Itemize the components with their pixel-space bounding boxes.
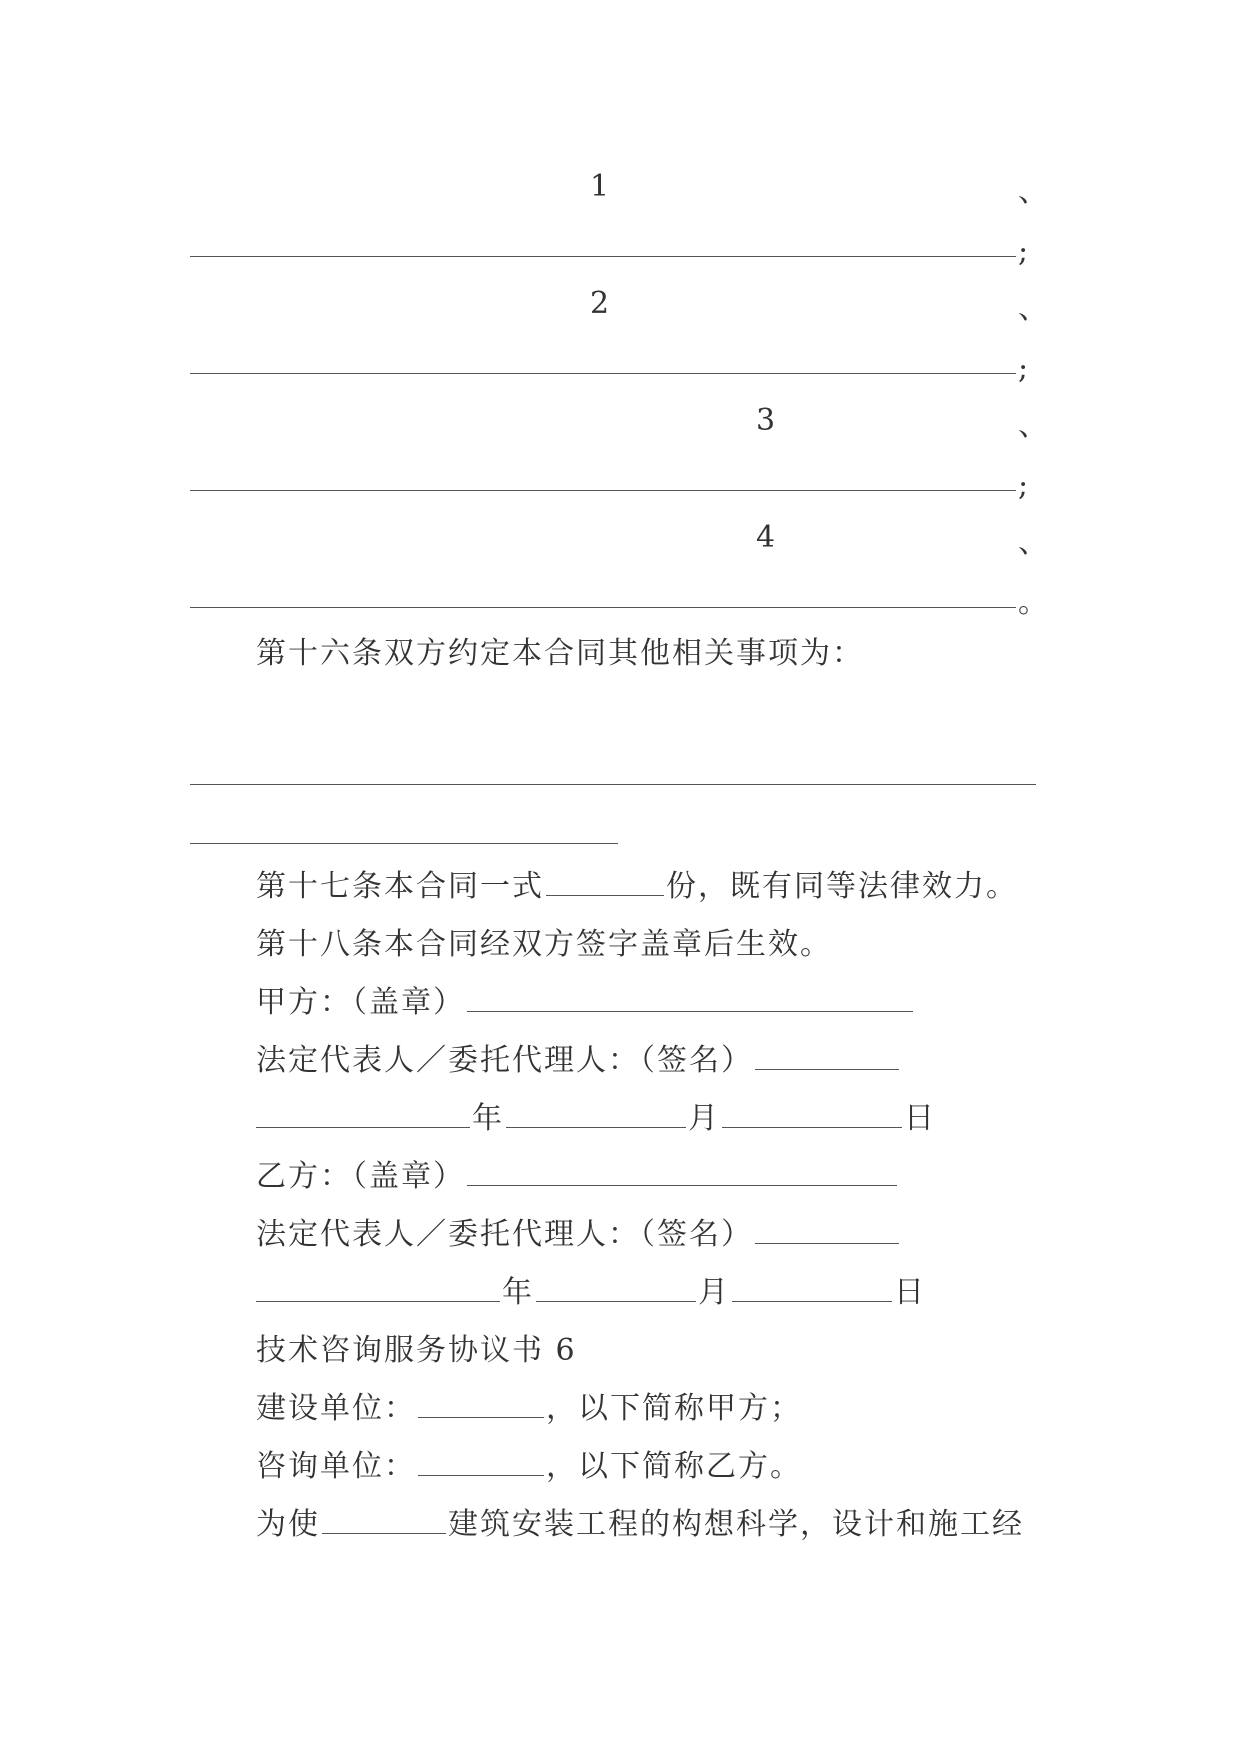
list-end-4: 。 bbox=[1018, 585, 1048, 620]
list-end-2: ; bbox=[1018, 351, 1029, 386]
project-blank bbox=[322, 1505, 446, 1534]
list-end-3: ; bbox=[1018, 468, 1029, 503]
party-a-month-blank bbox=[506, 1099, 686, 1128]
fill-line-1 bbox=[190, 256, 1016, 257]
party-b-year: 年 bbox=[502, 1275, 534, 1310]
purpose-line bbox=[256, 1505, 1024, 1545]
party-b-month-blank bbox=[536, 1273, 696, 1302]
list-number-2: 2 bbox=[590, 286, 610, 321]
builder-label: 建设单位： bbox=[256, 1391, 416, 1426]
party-b-representative bbox=[256, 1215, 901, 1255]
party-b-day: 日 bbox=[894, 1275, 926, 1310]
agreement-title: 技术咨询服务协议书 6 bbox=[256, 1333, 577, 1368]
list-separator-1: 、 bbox=[1018, 174, 1048, 209]
list-separator-4: 、 bbox=[1018, 525, 1048, 560]
party-b-month: 月 bbox=[698, 1275, 730, 1310]
article-18: 第十八条本合同经双方签字盖章后生效。 bbox=[256, 927, 832, 962]
purpose-suffix: 建筑安装工程的构想科学，设计和施工经 bbox=[448, 1507, 1024, 1542]
party-b-label: 乙方：（盖章） bbox=[256, 1159, 465, 1194]
fill-line-2 bbox=[190, 373, 1016, 374]
party-b-rep-label: 法定代表人／委托代理人：（签名） bbox=[256, 1217, 753, 1252]
list-separator-2: 、 bbox=[1018, 291, 1048, 326]
article-16-fill-line-2 bbox=[190, 843, 618, 844]
party-a-day: 日 bbox=[904, 1101, 936, 1136]
article-17-prefix: 第十七条本合同一式 bbox=[256, 869, 544, 904]
list-separator-3: 、 bbox=[1018, 408, 1048, 443]
party-a-year: 年 bbox=[472, 1101, 504, 1136]
party-b-date bbox=[254, 1273, 926, 1313]
consultant-line bbox=[256, 1447, 802, 1487]
list-number-4: 4 bbox=[756, 520, 776, 555]
party-a-representative bbox=[256, 1041, 901, 1081]
consultant-suffix: ，以下简称乙方。 bbox=[546, 1449, 802, 1484]
builder-line bbox=[256, 1389, 802, 1429]
party-a-seal bbox=[256, 983, 915, 1023]
article-16: 第十六条双方约定本合同其他相关事项为： bbox=[256, 636, 864, 671]
fill-line-3 bbox=[190, 490, 1016, 491]
purpose-prefix: 为使 bbox=[256, 1507, 320, 1542]
article-16-fill-line-1 bbox=[190, 784, 1036, 785]
copies-blank bbox=[546, 867, 664, 896]
party-b-blank bbox=[467, 1157, 897, 1186]
party-b-seal bbox=[256, 1157, 899, 1197]
list-number-1: 1 bbox=[590, 169, 610, 204]
party-a-day-blank bbox=[722, 1099, 902, 1128]
article-17 bbox=[256, 867, 1018, 907]
fill-line-4 bbox=[190, 607, 1016, 608]
party-b-day-blank bbox=[732, 1273, 892, 1302]
party-a-rep-blank bbox=[755, 1041, 899, 1070]
party-a-year-blank bbox=[256, 1099, 470, 1128]
list-end-1: ; bbox=[1018, 234, 1029, 269]
builder-suffix: ，以下简称甲方； bbox=[546, 1391, 802, 1426]
party-a-month: 月 bbox=[688, 1101, 720, 1136]
party-a-label: 甲方：（盖章） bbox=[256, 985, 465, 1020]
party-a-date bbox=[254, 1099, 936, 1139]
party-b-rep-blank bbox=[755, 1215, 899, 1244]
party-a-blank bbox=[467, 983, 913, 1012]
builder-blank bbox=[418, 1389, 544, 1418]
party-a-rep-label: 法定代表人／委托代理人：（签名） bbox=[256, 1043, 753, 1078]
list-number-3: 3 bbox=[756, 403, 776, 438]
consultant-blank bbox=[418, 1447, 544, 1476]
article-17-suffix: 份，既有同等法律效力。 bbox=[666, 869, 1018, 904]
party-b-year-blank bbox=[256, 1273, 500, 1302]
consultant-label: 咨询单位： bbox=[256, 1449, 416, 1484]
